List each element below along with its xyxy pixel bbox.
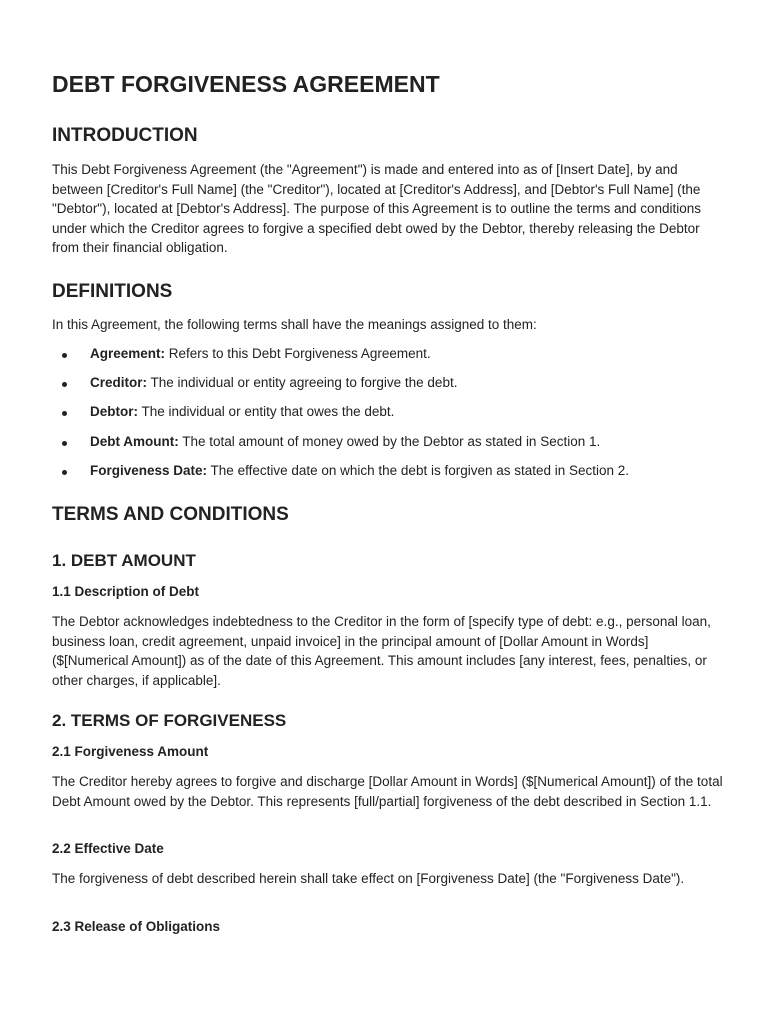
bullet-icon bbox=[62, 441, 67, 446]
section-1-heading: 1. DEBT AMOUNT bbox=[52, 551, 196, 570]
definition-text: The individual or entity agreeing to forgive the debt. bbox=[147, 375, 458, 391]
definition-term: Agreement: bbox=[90, 346, 166, 361]
definition-term: Debtor: bbox=[90, 404, 138, 420]
definition-term: Forgiveness Date: bbox=[90, 462, 208, 478]
bullet-icon bbox=[62, 353, 67, 358]
definition-text: The effective date on which the debt is forgiven as stated in Section 2. bbox=[207, 462, 630, 478]
definition-item-debtor bbox=[52, 402, 724, 431]
section-2-2-paragraph: The forgiveness of debt described herein shall take effect on [Forgiveness Date] (the "Forgiveness Date"). bbox=[52, 871, 685, 886]
definition-item-creditor bbox=[52, 373, 724, 402]
definition-term: Creditor: bbox=[90, 375, 147, 391]
bullet-icon bbox=[62, 382, 67, 387]
bullet-icon bbox=[62, 470, 67, 475]
definitions-list bbox=[52, 344, 724, 490]
introduction-heading: INTRODUCTION bbox=[52, 125, 198, 146]
definition-item-agreement bbox=[52, 344, 724, 373]
definition-term: Debt Amount: bbox=[90, 433, 179, 449]
definition-text: The total amount of money owed by the Debtor as stated in Section 1. bbox=[178, 433, 601, 449]
definition-text: The individual or entity that owes the debt. bbox=[138, 404, 395, 420]
section-2-heading: 2. TERMS OF FORGIVENESS bbox=[52, 711, 287, 730]
bullet-icon bbox=[62, 411, 67, 416]
section-2-2-heading: 2.2 Effective Date bbox=[52, 841, 164, 856]
definitions-heading: DEFINITIONS bbox=[52, 281, 173, 302]
terms-heading: TERMS AND CONDITIONS bbox=[52, 504, 289, 525]
section-2-1-paragraph: The Creditor hereby agrees to forgive and discharge [Dollar Amount in Words] ($[Numerical Amount]) of the total Debt Amount owed by the Debtor. This represents [full/partial] forgiveness of the debt described in Section 1.1. bbox=[52, 774, 723, 809]
section-2-3-heading: 2.3 Release of Obligations bbox=[52, 919, 221, 934]
section-1-1-heading: 1.1 Description of Debt bbox=[52, 584, 200, 599]
definitions-intro: In this Agreement, the following terms shall have the meanings assigned to them: bbox=[52, 317, 537, 332]
definition-item-forgiveness-date bbox=[52, 461, 724, 490]
document-title: DEBT FORGIVENESS AGREEMENT bbox=[52, 71, 440, 97]
definition-item-debt-amount bbox=[52, 432, 724, 461]
section-2-1-heading: 2.1 Forgiveness Amount bbox=[52, 744, 209, 759]
introduction-paragraph: This Debt Forgiveness Agreement (the "Agreement") is made and entered into as of [Insert Date], by and between [Creditor's Full Name] (the "Creditor"), located at [Creditor's Address], and [Debtor's Full Name] (the "Debtor"), located at [Debtor's Address]. The purpose of this Agreement is to outline the terms and conditions under which the Creditor agrees to forgive a specified debt owed by the Debtor, thereby releasing the Debtor from their financial obligation. bbox=[52, 162, 702, 256]
definition-text: Refers to this Debt Forgiveness Agreement. bbox=[165, 346, 431, 361]
section-1-1-paragraph: The Debtor acknowledges indebtedness to the Creditor in the form of [specify type of debt: e.g., personal loan, business loan, credit agreement, unpaid invoice] in the principal amount of [Dollar Amount in Words] ($[Numerical Amount]) as of the date of this Agreement. This amount includes [any interest, fees, penalties, or other charges, if applicable]. bbox=[52, 614, 711, 688]
